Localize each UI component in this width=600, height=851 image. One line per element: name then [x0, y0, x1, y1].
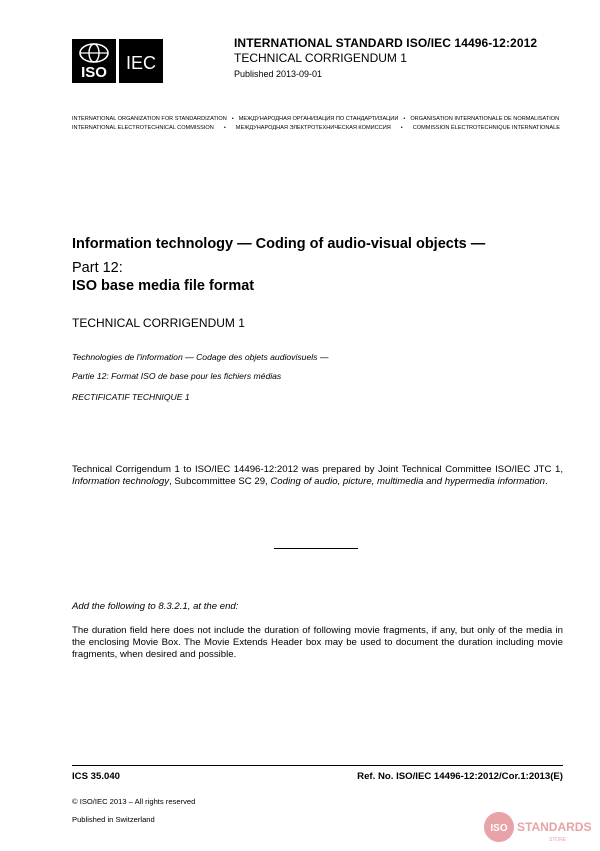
amendment-text: The duration field here does not include the duration of following movie fragments, if any, but only of the media in the enclosing Movie Box. The Movie Extends Header box may be used to document the duration including movie fragments, when desired and possible. — [72, 625, 563, 661]
organization-line-2 — [72, 125, 560, 131]
reference-number: Ref. No. ISO/IEC 14496-12:2012/Cor.1:2013(E) — [357, 771, 563, 782]
iec-logo-text: IEC — [125, 53, 157, 73]
french-corrigendum: RECTIFICATIF TECHNIQUE 1 — [72, 392, 190, 402]
iso-logo — [72, 39, 116, 83]
iec-logo — [119, 39, 163, 83]
ics-code: ICS 35.040 — [72, 771, 121, 782]
intro-committee-name: Information technology — [72, 476, 170, 488]
section-separator — [274, 548, 358, 549]
standard-title: INTERNATIONAL STANDARD ISO/IEC 14496-12:2012 — [234, 36, 538, 50]
org-separator: • — [231, 116, 234, 122]
intro-paragraph — [72, 464, 563, 488]
intro-text: , Subcommittee SC 29, — [169, 476, 271, 488]
standard-subtitle: TECHNICAL CORRIGENDUM 1 — [234, 51, 407, 65]
intro-text: Technical Corrigendum 1 to ISO/IEC 14496-12:2012 was prepared by Joint Technical Committee ISO/IEC JTC 1, — [72, 464, 563, 475]
org-separator: • — [403, 116, 406, 122]
amendment-instruction: Add the following to 8.3.2.1, at the end: — [72, 601, 239, 612]
org-iso-en: INTERNATIONAL ORGANIZATION FOR STANDARDIZATION — [72, 116, 227, 122]
org-iec-ru: МЕЖДУНАРОДНАЯ ЭЛЕКТРОТЕХНИЧЕСКАЯ КОМИССИЯ — [235, 125, 391, 131]
watermark-standards-text: STANDARDS — [517, 820, 592, 834]
organization-line-1 — [72, 116, 559, 122]
org-separator: • — [400, 125, 403, 131]
iso-logo-text: ISO — [81, 64, 107, 81]
intro-subcommittee-name: Coding of audio, picture, multimedia and hypermedia information — [270, 476, 546, 488]
french-part: Partie 12: Format ISO de base pour les fichiers médias — [72, 371, 282, 381]
french-title: Technologies de l'information — Codage des objets audiovisuels — — [72, 352, 329, 362]
watermark-store-text: STORE — [549, 837, 567, 843]
org-iso-ru: МЕЖДУНАРОДНАЯ ОРГАНИЗАЦИЯ ПО СТАНДАРТИЗАЦИИ — [238, 116, 399, 122]
corrigendum-label: TECHNICAL CORRIGENDUM 1 — [72, 316, 245, 330]
intro-text: . — [545, 476, 548, 488]
footer-rule — [72, 765, 563, 766]
part-title: ISO base media file format — [72, 278, 255, 294]
org-iec-fr: COMMISSION ÉLECTROTECHNIQUE INTERNATIONALE — [412, 125, 560, 131]
watermark-iso-text: ISO — [490, 823, 508, 834]
published-date: Published 2013-09-01 — [234, 69, 323, 79]
org-iso-fr: ORGANISATION INTERNATIONALE DE NORMALISATION — [410, 116, 560, 122]
published-location: Published in Switzerland — [72, 815, 155, 824]
org-iec-en: INTERNATIONAL ELECTROTECHNICAL COMMISSION — [72, 125, 214, 131]
part-number: Part 12: — [72, 260, 123, 276]
org-separator: • — [223, 125, 226, 131]
copyright-notice: © ISO/IEC 2013 – All rights reserved — [72, 797, 196, 806]
standards-store-watermark — [483, 808, 593, 846]
document-title: Information technology — Coding of audio-visual objects — — [72, 236, 486, 252]
